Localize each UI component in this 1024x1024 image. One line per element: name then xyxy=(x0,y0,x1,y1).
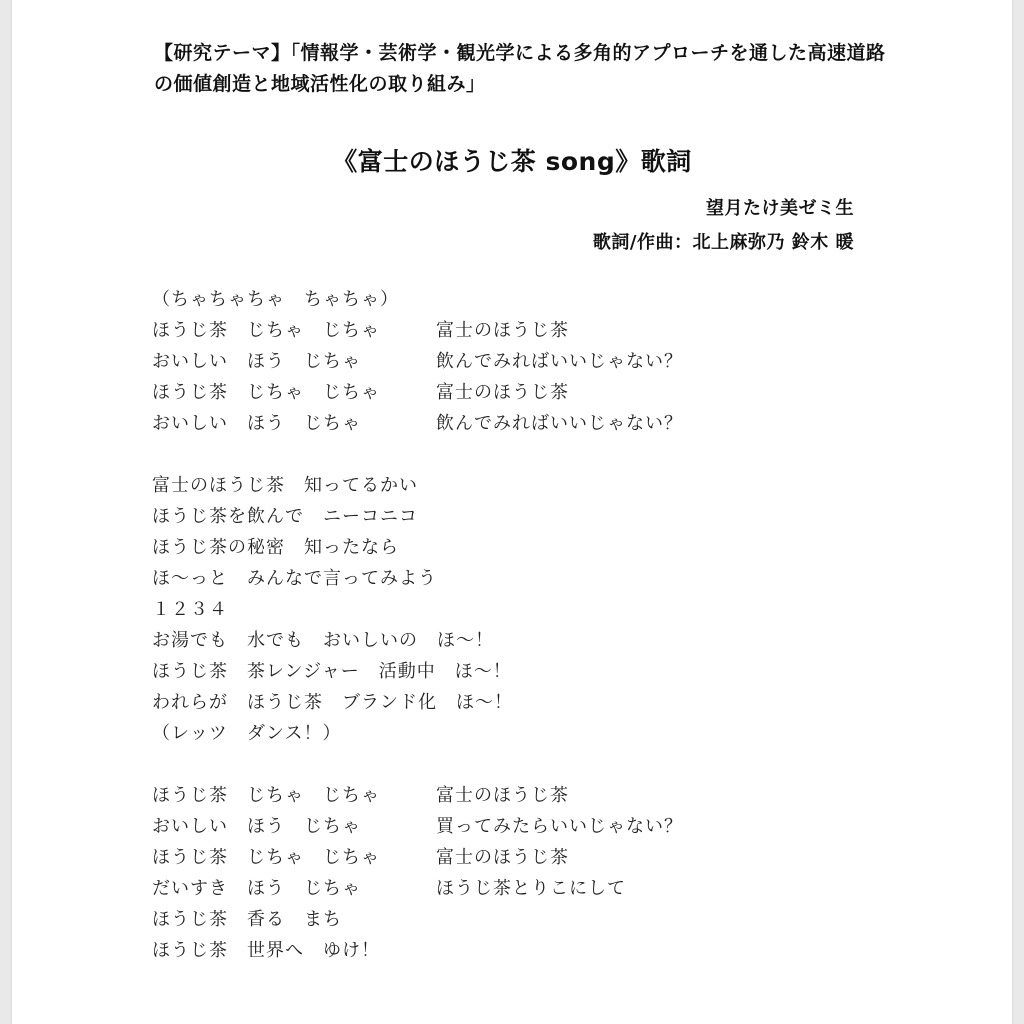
lyric-text: だいすき ほう じちゃ xyxy=(152,878,361,899)
lyric-line xyxy=(152,470,852,501)
lyric-line xyxy=(152,873,852,904)
lyric-line xyxy=(152,625,852,656)
lyric-line xyxy=(152,594,852,625)
stanza-break xyxy=(152,439,852,470)
lyric-text: ほうじ茶 じちゃ じちゃ xyxy=(152,382,380,403)
song-title: 《富士のほうじ茶 song》歌詞 xyxy=(332,147,692,176)
lyric-line xyxy=(152,656,852,687)
lyric-text: ほうじ茶 じちゃ じちゃ xyxy=(152,847,380,868)
stanza-break xyxy=(152,749,852,780)
lyrics-composer-credit: 歌詞/作曲：北上麻弥乃 鈴木 暖 xyxy=(592,232,854,253)
lyric-line xyxy=(152,315,852,346)
lyric-text: （レッツ ダンス！） xyxy=(152,723,342,744)
lyric-line xyxy=(152,532,852,563)
lyric-line xyxy=(152,563,852,594)
lyric-line xyxy=(152,408,852,439)
lyric-line xyxy=(152,842,852,873)
lyric-text: 富士のほうじ茶 知ってるかい xyxy=(152,475,418,496)
lyric-line xyxy=(152,501,852,532)
lyrics-body xyxy=(152,284,852,966)
lyric-text-right: 飲んでみればいいじゃない？ xyxy=(436,413,683,434)
lyric-text: ほうじ茶 じちゃ じちゃ xyxy=(152,320,380,341)
lyric-text: おいしい ほう じちゃ xyxy=(152,816,361,837)
lyric-line xyxy=(152,346,852,377)
lyric-text: ほ〜っと みんなで言ってみよう xyxy=(152,568,437,589)
lyric-text: おいしい ほう じちゃ xyxy=(152,413,361,434)
lyric-text: お湯でも 水でも おいしいの ほ〜！ xyxy=(152,630,494,651)
lyric-text-right: 富士のほうじ茶 xyxy=(436,320,569,341)
lyric-line xyxy=(152,780,852,811)
lyric-text: ほうじ茶 茶レンジャー 活動中 ほ〜！ xyxy=(152,661,512,682)
lyric-text: ほうじ茶 世界へ ゆけ！ xyxy=(152,940,380,961)
document-page xyxy=(12,0,1012,1024)
lyric-text: ほうじ茶 じちゃ じちゃ xyxy=(152,785,380,806)
lyric-text: ほうじ茶の秘密 知ったなら xyxy=(152,537,399,558)
lyric-text-right: ほうじ茶とりこにして xyxy=(436,878,626,899)
research-theme-heading: 【研究テーマ】「情報学・芸術学・観光学による多角的アプローチを通した高速道路の価値創造と地域活性化の取り組み」 xyxy=(154,42,886,95)
lyric-text: おいしい ほう じちゃ xyxy=(152,351,361,372)
lyric-text-right: 富士のほうじ茶 xyxy=(436,382,569,403)
lyric-text: １２３４ xyxy=(152,599,228,620)
seminar-name: 望月たけ美ゼミ生 xyxy=(706,198,854,219)
lyric-line xyxy=(152,284,852,315)
lyric-text-right: 富士のほうじ茶 xyxy=(436,847,569,868)
lyric-text: （ちゃちゃちゃ ちゃちゃ） xyxy=(152,289,399,310)
lyric-text-right: 買ってみたらいいじゃない？ xyxy=(436,816,683,837)
lyric-line xyxy=(152,718,852,749)
lyric-text: ほうじ茶 香る まち xyxy=(152,909,342,930)
lyric-line xyxy=(152,935,852,966)
lyric-line xyxy=(152,811,852,842)
lyric-line xyxy=(152,377,852,408)
lyric-text: ほうじ茶を飲んで ニーコニコ xyxy=(152,506,418,527)
lyric-text: われらが ほうじ茶 ブランド化 ほ〜！ xyxy=(152,692,513,713)
lyric-text-right: 飲んでみればいいじゃない？ xyxy=(436,351,683,372)
lyric-line xyxy=(152,904,852,935)
lyric-line xyxy=(152,687,852,718)
lyric-text-right: 富士のほうじ茶 xyxy=(436,785,569,806)
